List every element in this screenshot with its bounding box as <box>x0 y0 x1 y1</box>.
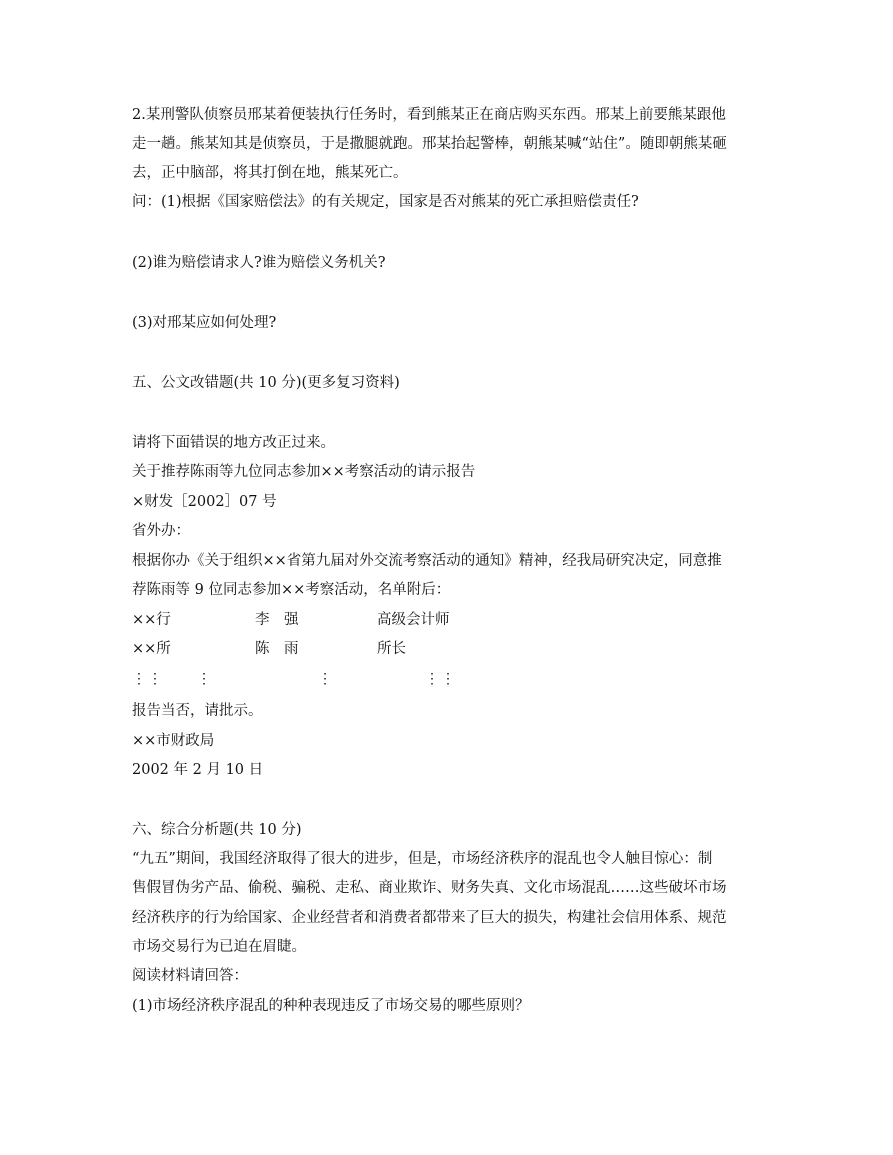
doc-number: ×财发［2002］07 号 <box>132 494 277 510</box>
list-row-2-name: 陈 雨 <box>255 641 299 657</box>
section-6-para-line-4: 市场交易行为已迫在眉睫。 <box>132 939 306 955</box>
doc-title: 关于推荐陈雨等九位同志参加××考察活动的请示报告 <box>132 464 476 480</box>
question-2-line-1: 2.某刑警队侦察员邢某着便装执行任务时，看到熊某正在商店购买东西。邢某上前要熊某跟他 <box>132 107 726 123</box>
list-row-2-title: 所长 <box>377 641 406 657</box>
ellipsis-col-3: ⋮ <box>318 671 334 687</box>
ellipsis-col-2: ⋮ <box>197 671 213 687</box>
question-2-line-3: 去，正中脑部，将其打倒在地，熊某死亡。 <box>132 165 408 181</box>
list-row-2-unit: ××所 <box>132 641 171 657</box>
doc-body-line-2: 荐陈雨等 9 位同志参加××考察活动，名单附后： <box>132 582 451 598</box>
section-6-para-line-2: 售假冒伪劣产品、偷税、骗税、走私、商业欺诈、财务失真、文化市场混乱……这些破坏市场 <box>132 880 727 896</box>
section-6-heading: 六、综合分析题(共 10 分) <box>132 822 302 838</box>
doc-recipient: 省外办： <box>132 523 190 539</box>
section-5-instruction: 请将下面错误的地方改正过来。 <box>132 435 335 451</box>
ellipsis-col-4: ⋮⋮ <box>425 671 457 687</box>
section-6-prompt: 阅读材料请回答： <box>132 968 248 984</box>
doc-closing: 报告当否，请批示。 <box>132 703 263 719</box>
question-2-line-2: 走一趟。熊某知其是侦察员，于是撒腿就跑。邢某抬起警棒，朝熊某喊“站住”。随即朝熊某砸 <box>132 136 727 152</box>
list-row-1-name: 李 强 <box>255 612 299 628</box>
doc-body-line-1: 根据你办《关于组织××省第九届对外交流考察活动的通知》精神，经我局研究决定，同意推 <box>132 553 722 569</box>
question-2-ask-1: 问：(1)根据《国家赔偿法》的有关规定，国家是否对熊某的死亡承担赔偿责任? <box>132 194 639 210</box>
section-6-para-line-1: “九五”期间，我国经济取得了很大的进步，但是，市场经济秩序的混乱也令人触目惊心：制 <box>132 851 713 867</box>
doc-signer: ××市财政局 <box>132 733 215 749</box>
question-2-ask-3: (3)对邢某应如何处理? <box>132 315 277 331</box>
list-row-1-unit: ××行 <box>132 612 171 628</box>
list-row-1-title: 高级会计师 <box>377 612 450 628</box>
question-2-ask-2: (2)谁为赔偿请求人?谁为赔偿义务机关? <box>132 255 386 271</box>
section-6-question-1: (1)市场经济秩序混乱的种种表现违反了市场交易的哪些原则？ <box>132 998 530 1014</box>
section-5-heading: 五、公文改错题(共 10 分)(更多复习资料) <box>132 375 400 391</box>
doc-date: 2002 年 2 月 10 日 <box>132 762 264 778</box>
ellipsis-col-1: ⋮⋮ <box>132 671 164 687</box>
section-6-para-line-3: 经济秩序的行为给国家、企业经营者和消费者都带来了巨大的损失，构建社会信用体系、规范 <box>132 910 727 926</box>
